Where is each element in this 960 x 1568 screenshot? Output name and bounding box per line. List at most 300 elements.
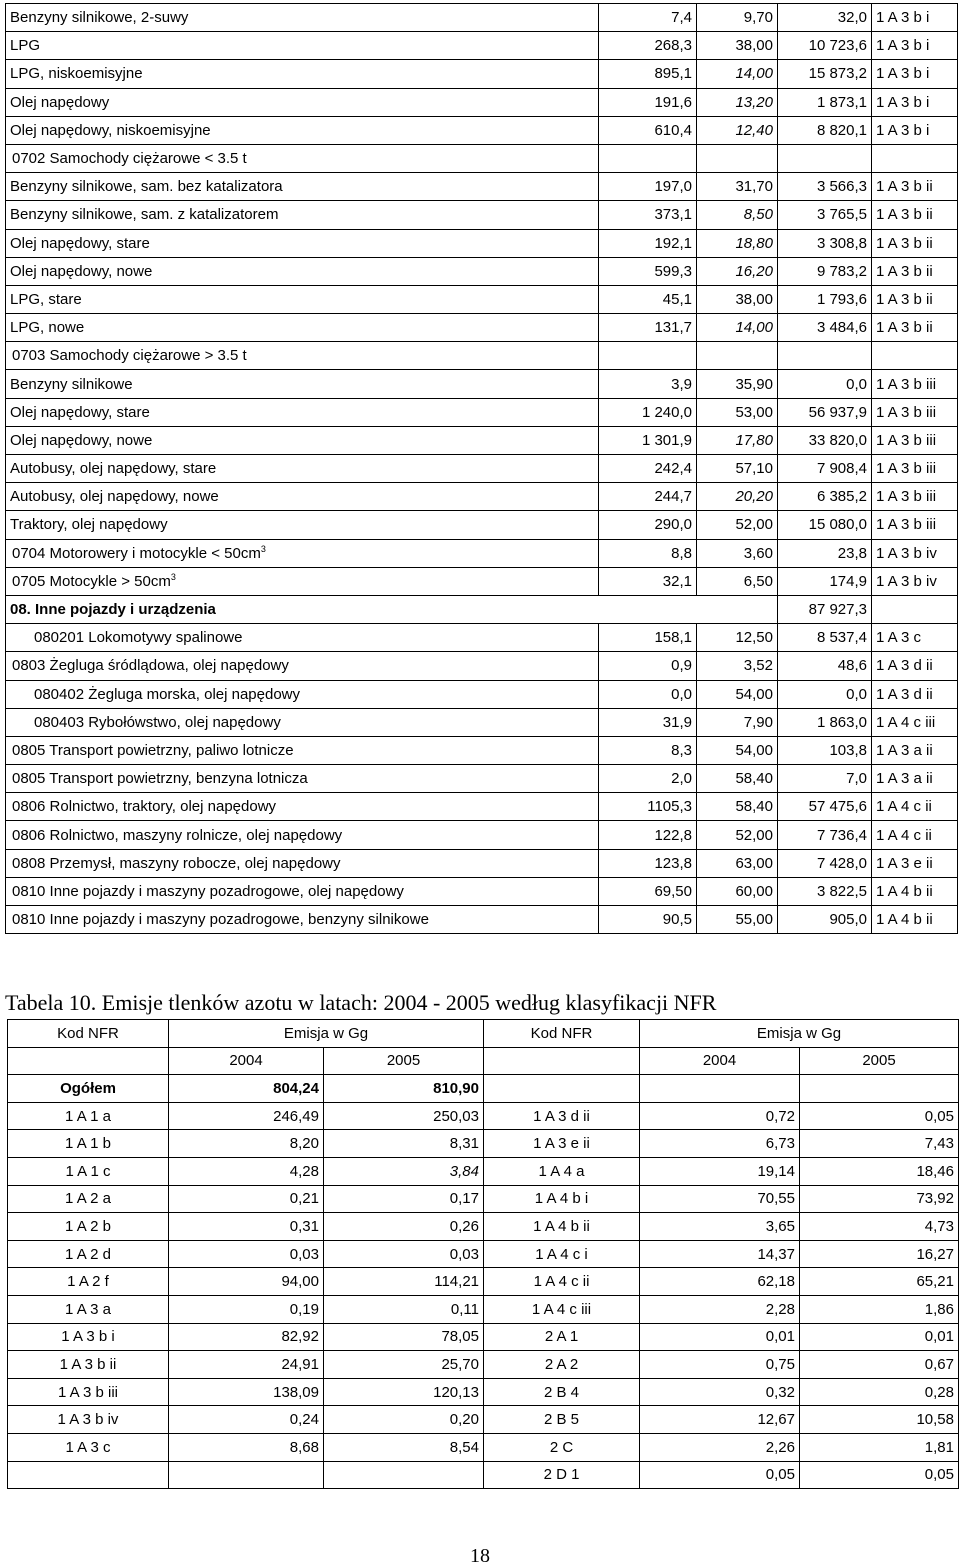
row-factor: 52,00 [697,821,778,849]
table-row [8,1461,959,1489]
table-caption: Tabela 10. Emisje tlenków azotu w latach: 2004 - 2005 według klasyfikacji NFR [5,990,717,1015]
row-emission: 0,0 [778,680,872,708]
row-emission: 48,6 [778,652,872,680]
row-label [6,285,599,313]
row-activity: 1105,3 [599,793,697,821]
row-label [6,539,599,567]
header-kod-nfr: Kod NFR [8,1020,169,1048]
row-label [6,342,599,370]
nfr-code: 1 A 3 b iii [8,1378,169,1406]
row-label [6,257,599,285]
row-nfr-code: 1 A 4 c ii [872,821,958,849]
row-nfr-code: 1 A 3 d ii [872,652,958,680]
emission-2004: 246,49 [169,1102,324,1130]
row-factor: 54,00 [697,680,778,708]
row-factor [697,144,778,172]
row-label [6,849,599,877]
row-label [6,483,599,511]
emission-2004-2: 2,28 [640,1295,800,1323]
row-nfr-code: 1 A 3 b iv [872,539,958,567]
row-factor: 12,40 [697,116,778,144]
table-row [6,567,958,595]
row-label-text: Olej napędowy, stare [10,234,150,252]
emission-2005-2: 0,28 [800,1378,959,1406]
row-emission: 7 908,4 [778,455,872,483]
row-activity: 3,9 [599,370,697,398]
emission-2004: 94,00 [169,1268,324,1296]
row-label [6,877,599,905]
row-nfr-code: 1 A 3 b iii [872,483,958,511]
table-row [6,793,958,821]
emission-2005: 0,17 [324,1185,484,1213]
emission-2005-2: 16,27 [800,1240,959,1268]
row-factor: 52,00 [697,511,778,539]
nfr-code: 1 A 3 b i [8,1323,169,1351]
row-label-text: 0805 Transport powietrzny, benzyna lotnicza [12,770,308,788]
row-nfr-code: 1 A 4 c iii [872,708,958,736]
row-label-text: Benzyny silnikowe, sam. bez katalizatora [10,178,283,196]
row-factor: 57,10 [697,455,778,483]
row-label [6,567,599,595]
row-nfr-code: 1 A 4 b ii [872,877,958,905]
row-factor: 38,00 [697,32,778,60]
row-label-text: 0704 Motorowery i motocykle < 50cm [12,544,261,562]
emission-2005: 250,03 [324,1102,484,1130]
emission-2005-2: 73,92 [800,1185,959,1213]
total-2005: 810,90 [324,1075,484,1103]
table-row [8,1295,959,1323]
nfr-code: 1 A 1 a [8,1102,169,1130]
row-factor: 63,00 [697,849,778,877]
row-emission: 1 863,0 [778,708,872,736]
row-activity: 69,50 [599,877,697,905]
row-label [6,793,599,821]
row-factor: 3,60 [697,539,778,567]
table-row [6,849,958,877]
table-row [6,708,958,736]
row-nfr-code: 1 A 3 b ii [872,314,958,342]
row-emission: 15 080,0 [778,511,872,539]
table-row [6,342,958,370]
nfr-code [8,1461,169,1489]
emission-2005: 25,70 [324,1351,484,1379]
row-label [6,511,599,539]
emission-2004: 0,19 [169,1295,324,1323]
row-nfr-code: 1 A 3 c [872,624,958,652]
row-activity: 242,4 [599,455,697,483]
header-year-2004-2: 2004 [640,1047,800,1075]
row-emission: 8 537,4 [778,624,872,652]
superscript: 3 [170,571,176,582]
table-row [8,1130,959,1158]
table-row [6,511,958,539]
row-activity: 131,7 [599,314,697,342]
nfr-code-2: 1 A 3 e ii [484,1130,640,1158]
nfr-code-2: 2 C [484,1433,640,1461]
emission-2005: 0,03 [324,1240,484,1268]
row-factor: 55,00 [697,906,778,934]
row-label [6,736,599,764]
row-emission: 6 385,2 [778,483,872,511]
table-row [8,1406,959,1434]
emission-2005-2: 10,58 [800,1406,959,1434]
row-activity: 191,6 [599,88,697,116]
emission-2005: 0,26 [324,1213,484,1241]
row-label [6,680,599,708]
row-activity: 45,1 [599,285,697,313]
row-label-text: LPG [10,37,41,55]
row-label [6,708,599,736]
row-emission: 905,0 [778,906,872,934]
row-emission: 23,8 [778,539,872,567]
row-emission: 33 820,0 [778,426,872,454]
nfr-code-2: 1 A 4 a [484,1157,640,1185]
emission-2005: 78,05 [324,1323,484,1351]
row-label-text: LPG, stare [10,290,82,308]
emission-2005: 8,31 [324,1130,484,1158]
nfr-code: 1 A 2 d [8,1240,169,1268]
row-emission: 7 736,4 [778,821,872,849]
row-activity: 2,0 [599,765,697,793]
row-nfr-code: 1 A 3 b iii [872,511,958,539]
row-activity: 197,0 [599,173,697,201]
table-row [8,1213,959,1241]
row-label-text: 0806 Rolnictwo, maszyny rolnicze, olej napędowy [12,826,343,844]
empty-cell [800,1075,959,1103]
empty-cell [640,1075,800,1103]
header-kod-nfr-2: Kod NFR [484,1020,640,1048]
emission-2004: 0,03 [169,1240,324,1268]
row-emission: 87 927,3 [778,595,872,623]
row-activity: 610,4 [599,116,697,144]
row-nfr-code: 1 A 3 b ii [872,285,958,313]
row-nfr-code: 1 A 3 e ii [872,849,958,877]
emission-2004-2: 0,01 [640,1323,800,1351]
nfr-code-2: 1 A 4 b ii [484,1213,640,1241]
row-activity: 90,5 [599,906,697,934]
row-emission: 1 793,6 [778,285,872,313]
row-nfr-code: 1 A 4 c ii [872,793,958,821]
row-factor: 31,70 [697,173,778,201]
emission-2004: 0,31 [169,1213,324,1241]
nfr-code: 1 A 3 b iv [8,1406,169,1434]
row-factor: 20,20 [697,483,778,511]
row-emission [778,144,872,172]
row-activity: 7,4 [599,4,697,32]
emission-2004: 0,24 [169,1406,324,1434]
table-row [6,652,958,680]
row-factor: 58,40 [697,765,778,793]
row-label-text: Olej napędowy, nowe [10,431,153,449]
row-emission: 0,0 [778,370,872,398]
row-nfr-code [872,595,958,623]
nfr-code: 1 A 3 b ii [8,1351,169,1379]
row-label [6,398,599,426]
empty-cell [484,1075,640,1103]
row-factor: 6,50 [697,567,778,595]
row-activity: 0,0 [599,680,697,708]
table-row [8,1433,959,1461]
empty-cell [8,1047,169,1075]
header-year-2004: 2004 [169,1047,324,1075]
row-factor [697,342,778,370]
row-emission: 8 820,1 [778,116,872,144]
row-nfr-code: 1 A 3 b ii [872,257,958,285]
table-row [8,1102,959,1130]
row-label [6,88,599,116]
emission-2005: 114,21 [324,1268,484,1296]
emission-2004-2: 19,14 [640,1157,800,1185]
row-factor: 14,00 [697,60,778,88]
row-label-text: 08. Inne pojazdy i urządzenia [10,601,216,619]
emission-2004-2: 6,73 [640,1130,800,1158]
row-label-text: 0702 Samochody ciężarowe < 3.5 t [12,150,247,168]
row-activity: 192,1 [599,229,697,257]
emission-2005-2: 65,21 [800,1268,959,1296]
nfr-code: 1 A 1 b [8,1130,169,1158]
row-factor: 18,80 [697,229,778,257]
nfr-code-2: 1 A 4 b i [484,1185,640,1213]
nfr-code-2: 2 D 1 [484,1461,640,1489]
row-factor: 12,50 [697,624,778,652]
row-label-text: 0808 Przemysł, maszyny robocze, olej napędowy [12,854,341,872]
emission-2004: 8,68 [169,1433,324,1461]
total-row [8,1075,959,1103]
row-nfr-code: 1 A 3 b i [872,88,958,116]
row-factor: 3,52 [697,652,778,680]
row-factor: 38,00 [697,285,778,313]
emission-2005-2: 18,46 [800,1157,959,1185]
emission-2004-2: 62,18 [640,1268,800,1296]
table-row [6,314,958,342]
nfr-code-2: 2 B 5 [484,1406,640,1434]
nfr-code-2: 2 A 2 [484,1351,640,1379]
row-nfr-code: 1 A 3 b iii [872,455,958,483]
row-label [6,314,599,342]
row-nfr-code: 1 A 3 b ii [872,201,958,229]
nfr-code: 1 A 2 b [8,1213,169,1241]
row-emission: 10 723,6 [778,32,872,60]
row-emission: 7 428,0 [778,849,872,877]
row-label [6,765,599,793]
row-emission: 7,0 [778,765,872,793]
table-row [6,4,958,32]
emission-2004: 8,20 [169,1130,324,1158]
table-row [6,539,958,567]
emission-2005-2: 7,43 [800,1130,959,1158]
table-row [6,765,958,793]
row-emission: 56 937,9 [778,398,872,426]
table-row [8,1157,959,1185]
table-row [8,1323,959,1351]
row-nfr-code: 1 A 3 d ii [872,680,958,708]
nfr-code: 1 A 3 c [8,1433,169,1461]
table-row [6,455,958,483]
row-activity: 290,0 [599,511,697,539]
table-row [8,1351,959,1379]
row-activity [599,144,697,172]
row-nfr-code [872,342,958,370]
emission-2004-2: 0,75 [640,1351,800,1379]
row-label-text: Benzyny silnikowe, sam. z katalizatorem [10,206,279,224]
row-activity: 1 240,0 [599,398,697,426]
row-label-text: Benzyny silnikowe [10,375,133,393]
row-label-text: 080402 Żegluga morska, olej napędowy [34,685,301,703]
superscript: 3 [260,543,266,554]
row-activity: 123,8 [599,849,697,877]
row-activity: 244,7 [599,483,697,511]
row-activity: 895,1 [599,60,697,88]
row-nfr-code: 1 A 3 b iii [872,426,958,454]
table-row [6,426,958,454]
table-row [6,736,958,764]
header-emisja-2: Emisja w Gg [640,1020,959,1048]
emission-2005-2: 1,81 [800,1433,959,1461]
nfr-code-2: 2 A 1 [484,1323,640,1351]
row-factor: 7,90 [697,708,778,736]
row-factor: 35,90 [697,370,778,398]
row-emission: 57 475,6 [778,793,872,821]
row-label-text: 080403 Rybołówstwo, olej napędowy [34,713,281,731]
row-factor: 16,20 [697,257,778,285]
empty-cell [484,1047,640,1075]
row-nfr-code: 1 A 3 b ii [872,229,958,257]
table-row [6,144,958,172]
row-label-text: Olej napędowy, niskoemisyjne [10,121,211,139]
emission-2005-2: 1,86 [800,1295,959,1323]
table-row [6,60,958,88]
row-emission: 174,9 [778,567,872,595]
table-row [8,1240,959,1268]
emission-2004-2: 2,26 [640,1433,800,1461]
emission-2005: 120,13 [324,1378,484,1406]
emission-2005-2: 4,73 [800,1213,959,1241]
row-label [6,906,599,934]
row-emission: 32,0 [778,4,872,32]
emission-2004-2: 70,55 [640,1185,800,1213]
row-activity: 158,1 [599,624,697,652]
row-label-text: LPG, nowe [10,319,85,337]
row-label-text: 0810 Inne pojazdy i maszyny pozadrogowe, olej napędowy [12,882,404,900]
total-2004: 804,24 [169,1075,324,1103]
row-factor: 60,00 [697,877,778,905]
row-label-text: 0705 Motocykle > 50cm [12,572,171,590]
table-row [6,483,958,511]
row-emission: 3 566,3 [778,173,872,201]
row-label-text: Benzyny silnikowe, 2-suwy [10,9,189,27]
row-emission: 103,8 [778,736,872,764]
row-label-text: 0806 Rolnictwo, traktory, olej napędowy [12,798,277,816]
row-label [6,116,599,144]
nfr-code-2: 2 B 4 [484,1378,640,1406]
row-activity: 268,3 [599,32,697,60]
emission-2004: 82,92 [169,1323,324,1351]
row-factor: 13,20 [697,88,778,116]
row-nfr-code: 1 A 3 b iv [872,567,958,595]
row-emission: 15 873,2 [778,60,872,88]
emission-2004-2: 14,37 [640,1240,800,1268]
row-emission [778,342,872,370]
row-label [6,144,599,172]
row-label-text: 0803 Żegluga śródlądowa, olej napędowy [12,657,289,675]
row-emission: 3 822,5 [778,877,872,905]
row-label-text: Olej napędowy [10,93,110,111]
row-factor: 53,00 [697,398,778,426]
row-label-text: Autobusy, olej napędowy, nowe [10,488,219,506]
nfr-code-2: 1 A 4 c i [484,1240,640,1268]
nfr-code-2: 1 A 4 c ii [484,1268,640,1296]
emission-2004: 4,28 [169,1157,324,1185]
nfr-code-2: 1 A 4 c iii [484,1295,640,1323]
row-label [6,4,599,32]
row-label [6,229,599,257]
table-row [6,285,958,313]
table-row [6,257,958,285]
row-activity: 32,1 [599,567,697,595]
header-year-2005: 2005 [324,1047,484,1075]
table-row [8,1185,959,1213]
row-label [6,60,599,88]
row-label [6,426,599,454]
table-row [6,229,958,257]
table-row [6,595,958,623]
nfr-code-2: 1 A 3 d ii [484,1102,640,1130]
year-row [8,1047,959,1075]
row-nfr-code: 1 A 3 b iii [872,398,958,426]
row-label-text: Autobusy, olej napędowy, stare [10,460,217,478]
row-nfr-code: 1 A 3 b i [872,32,958,60]
row-nfr-code: 1 A 3 b ii [872,173,958,201]
nfr-code: 1 A 2 f [8,1268,169,1296]
emission-2004-2: 12,67 [640,1406,800,1434]
row-emission: 3 308,8 [778,229,872,257]
row-factor: 8,50 [697,201,778,229]
row-factor: 58,40 [697,793,778,821]
emissions-factor-table [5,3,958,934]
emission-2005: 0,11 [324,1295,484,1323]
table-row [6,877,958,905]
row-activity: 31,9 [599,708,697,736]
table-row [6,398,958,426]
row-nfr-code: 1 A 3 a ii [872,736,958,764]
table-row [6,201,958,229]
row-emission: 3 484,6 [778,314,872,342]
table-row [8,1268,959,1296]
emission-2004: 0,21 [169,1185,324,1213]
header-year-2005-2: 2005 [800,1047,959,1075]
row-label-text: Olej napędowy, nowe [10,262,153,280]
row-activity: 373,1 [599,201,697,229]
row-nfr-code: 1 A 3 b i [872,116,958,144]
total-label: Ogółem [8,1075,169,1103]
table-row [6,906,958,934]
row-label-text: Traktory, olej napędowy [10,516,168,534]
table-row [6,173,958,201]
row-label [6,32,599,60]
row-label-text: 080201 Lokomotywy spalinowe [34,629,243,647]
emission-2005: 3,84 [324,1157,484,1185]
row-nfr-code: 1 A 3 a ii [872,765,958,793]
row-nfr-code: 1 A 3 b i [872,4,958,32]
table-row [8,1378,959,1406]
emission-2005-2: 0,01 [800,1323,959,1351]
emission-2004-2: 0,72 [640,1102,800,1130]
row-label-text: LPG, niskoemisyjne [10,65,143,83]
page-number: 18 [470,1545,490,1567]
row-nfr-code: 1 A 3 b iii [872,370,958,398]
row-activity: 599,3 [599,257,697,285]
table-row [6,624,958,652]
